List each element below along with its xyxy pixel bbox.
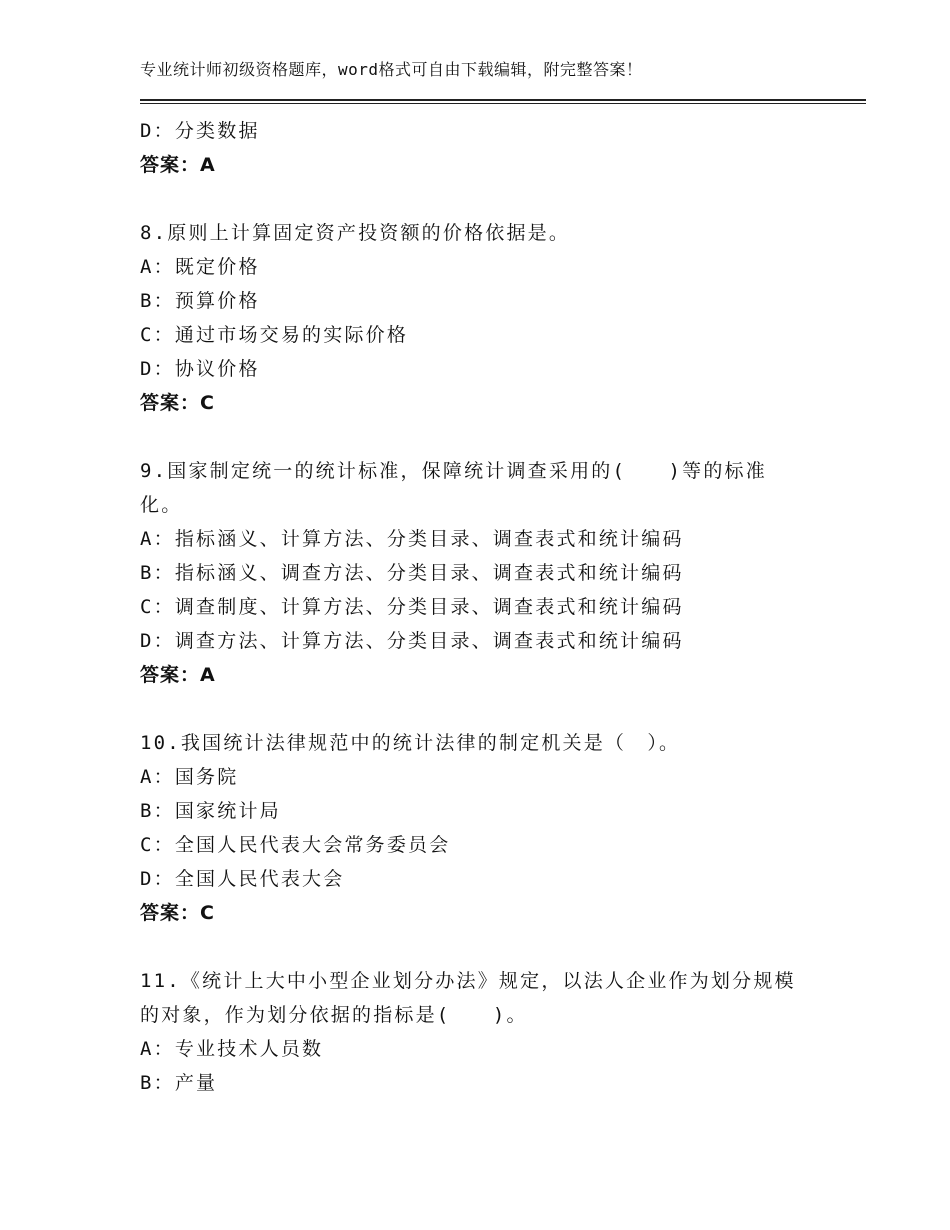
option-c — [140, 318, 820, 352]
answer: 答案：C — [140, 392, 215, 414]
option-text: 全国人民代表大会 — [174, 868, 345, 890]
option-label: D： — [140, 868, 175, 890]
option-text: 协议价格 — [174, 358, 260, 380]
option-label: B： — [140, 562, 175, 584]
option-d — [140, 352, 820, 386]
option-text: 产量 — [174, 1072, 218, 1094]
option-label: A： — [140, 528, 175, 550]
option-label: B： — [140, 800, 175, 822]
option-b — [140, 1066, 820, 1100]
option-text: 预算价格 — [174, 290, 260, 312]
option-text: 通过市场交易的实际价格 — [174, 324, 409, 346]
option-d — [140, 862, 820, 896]
question-stem-cont: 化。 — [140, 494, 183, 516]
option-a — [140, 250, 820, 284]
option-d — [140, 114, 820, 148]
option-label: D： — [140, 630, 175, 652]
option-text: 国家统计局 — [174, 800, 281, 822]
page-header: 专业统计师初级资格题库，word格式可自由下载编辑，附完整答案！ — [140, 60, 643, 79]
option-text: 分类数据 — [174, 120, 260, 142]
question-9 — [140, 454, 820, 692]
question-10 — [140, 726, 820, 930]
question-stem: 10.我国统计法律规范中的统计法律的制定机关是（ ）。 — [140, 732, 681, 754]
question-8 — [140, 216, 820, 420]
option-a — [140, 1032, 820, 1066]
question-11 — [140, 964, 820, 1100]
header-rule-thin — [140, 103, 866, 104]
option-label: A： — [140, 766, 175, 788]
option-text: 全国人民代表大会常务委员会 — [174, 834, 451, 856]
question-stem: 8.原则上计算固定资产投资额的价格依据是。 — [140, 222, 571, 244]
answer: 答案：A — [140, 664, 216, 686]
option-text: 指标涵义、调查方法、分类目录、调查表式和统计编码 — [174, 562, 684, 584]
option-b — [140, 284, 820, 318]
option-label: D： — [140, 358, 175, 380]
option-text: 专业技术人员数 — [174, 1038, 324, 1060]
option-a — [140, 760, 820, 794]
answer: 答案：C — [140, 902, 215, 924]
option-label: C： — [140, 834, 175, 856]
header-rule-thick — [140, 99, 866, 101]
option-b — [140, 556, 820, 590]
question-stem-cont: 的对象，作为划分依据的指标是( )。 — [140, 1004, 528, 1026]
question-stem: 9.国家制定统一的统计标准，保障统计调查采用的( )等的标准 — [140, 460, 767, 482]
option-label: D： — [140, 120, 175, 142]
option-text: 国务院 — [174, 766, 239, 788]
option-c — [140, 828, 820, 862]
option-d — [140, 624, 820, 658]
option-text: 调查方法、计算方法、分类目录、调查表式和统计编码 — [174, 630, 684, 652]
option-label: B： — [140, 290, 175, 312]
question-list — [140, 114, 820, 1100]
option-label: B： — [140, 1072, 175, 1094]
option-label: C： — [140, 324, 175, 346]
option-text: 指标涵义、计算方法、分类目录、调查表式和统计编码 — [174, 528, 684, 550]
option-label: C： — [140, 596, 175, 618]
option-text: 既定价格 — [174, 256, 260, 278]
option-a — [140, 522, 820, 556]
option-b — [140, 794, 820, 828]
option-c — [140, 590, 820, 624]
option-label: A： — [140, 256, 175, 278]
option-text: 调查制度、计算方法、分类目录、调查表式和统计编码 — [174, 596, 684, 618]
question-stem: 11.《统计上大中小型企业划分办法》规定，以法人企业作为划分规模 — [140, 970, 796, 992]
prev-question — [140, 114, 820, 182]
answer: 答案：A — [140, 154, 216, 176]
option-label: A： — [140, 1038, 175, 1060]
